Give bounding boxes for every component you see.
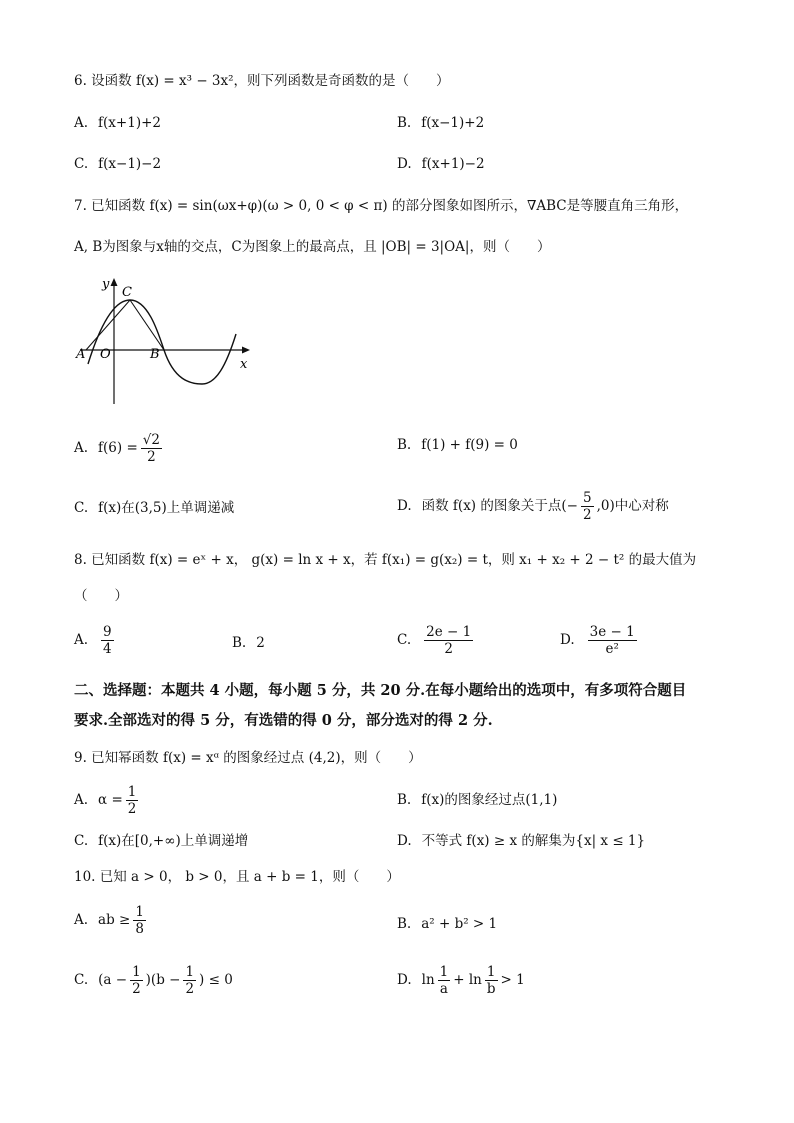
q8-stem-line1: 8. 已知函数 f(x) = eˣ + x， g(x) = ln x + x，若 f(x₁) = g(x₂) = t，则 x₁ + x₂ + 2 − t² 的最大值为	[74, 552, 697, 568]
q8-stem-line2: （ ）	[74, 588, 128, 604]
x-axis-arrow	[242, 347, 250, 354]
q8-option-c: C. $\frac{2e - 1}{2}$	[397, 624, 472, 657]
section2-header-line1: 二、选择题：本题共 4 小题，每小题 5 分，共 20 分.在每小题给出的选项中，有多项符合题目	[74, 682, 687, 699]
label-y: y	[102, 277, 110, 292]
q9-option-a: A. α = $\frac{1}{2}$	[74, 784, 137, 817]
section2-header-line2: 要求.全部选对的得 5 分，有选错的得 0 分，部分选对的得 2 分.	[74, 712, 493, 729]
q7-stem-line2: A, B为图象与x轴的交点，C为图象上的最高点，且 |OB| = 3|OA|，则（ ）	[74, 239, 551, 255]
q9-option-b: B. f(x)的图象经过点(1,1)	[397, 792, 558, 808]
q7-option-c: C. f(x)在(3,5)上单调递减	[74, 500, 235, 516]
label-o: O	[100, 347, 111, 362]
triangle-side-ac	[86, 300, 130, 350]
q8-option-b: B. 2	[232, 635, 265, 651]
label-b: B	[150, 347, 160, 362]
q7-stem-line1: 7. 已知函数 f(x) = sin(ωx+φ)(ω > 0, 0 < φ < π) 的部分图象如图所示，∇ABC是等腰直角三角形，	[74, 198, 689, 214]
q6-option-a: A. f(x+1)+2	[74, 115, 161, 131]
sine-curve	[88, 300, 236, 384]
q6-option-c: C. f(x−1)−2	[74, 156, 162, 172]
y-axis-arrow	[111, 278, 118, 286]
q8-option-d: D. $\frac{3e - 1}{\text{e²}}$	[560, 624, 635, 657]
label-a: A	[76, 347, 86, 362]
q9-option-c: C. f(x)在[0,+∞)上单调递增	[74, 833, 249, 849]
q10-option-c: C. (a − $\frac{1}{2}$ )(b − $\frac{1}{2}$ ) ≤ 0	[74, 964, 233, 997]
triangle-side-cb	[130, 300, 164, 350]
q7-sine-graph	[74, 272, 264, 412]
q10-option-d: D. ln $\frac{1}{a}$ + ln $\frac{1}{b}$ > 1	[397, 964, 525, 997]
label-c: C	[122, 285, 132, 300]
q6-option-d: D. f(x+1)−2	[397, 156, 485, 172]
q10-stem: 10. 已知 a > 0， b > 0，且 a + b = 1，则（ ）	[74, 869, 400, 885]
q9-option-d: D. 不等式 f(x) ≥ x 的解集为{x| x ≤ 1}	[397, 833, 646, 849]
q10-option-b: B. a² + b² > 1	[397, 916, 498, 932]
q7-option-b: B. f(1) + f(9) = 0	[397, 437, 518, 453]
q7-option-d: D. 函数 f(x) 的图象关于点(− $\frac{5}{2}$ ,0)中心对称	[397, 490, 669, 523]
q7-option-a: A. f(6) = $\frac{√2}{2}$	[74, 432, 160, 465]
q6-option-b: B. f(x−1)+2	[397, 115, 485, 131]
label-x: x	[240, 357, 248, 372]
q6-stem: 6. 设函数 f(x) = x³ − 3x²，则下列函数是奇函数的是（ ）	[74, 73, 450, 89]
q8-option-a: A. $\frac{9}{4}$	[74, 624, 112, 657]
q9-stem: 9. 已知幂函数 f(x) = xᵅ 的图象经过点 (4,2)，则（ ）	[74, 750, 422, 766]
q10-option-a: A. ab ≥ $\frac{1}{8}$	[74, 904, 144, 937]
